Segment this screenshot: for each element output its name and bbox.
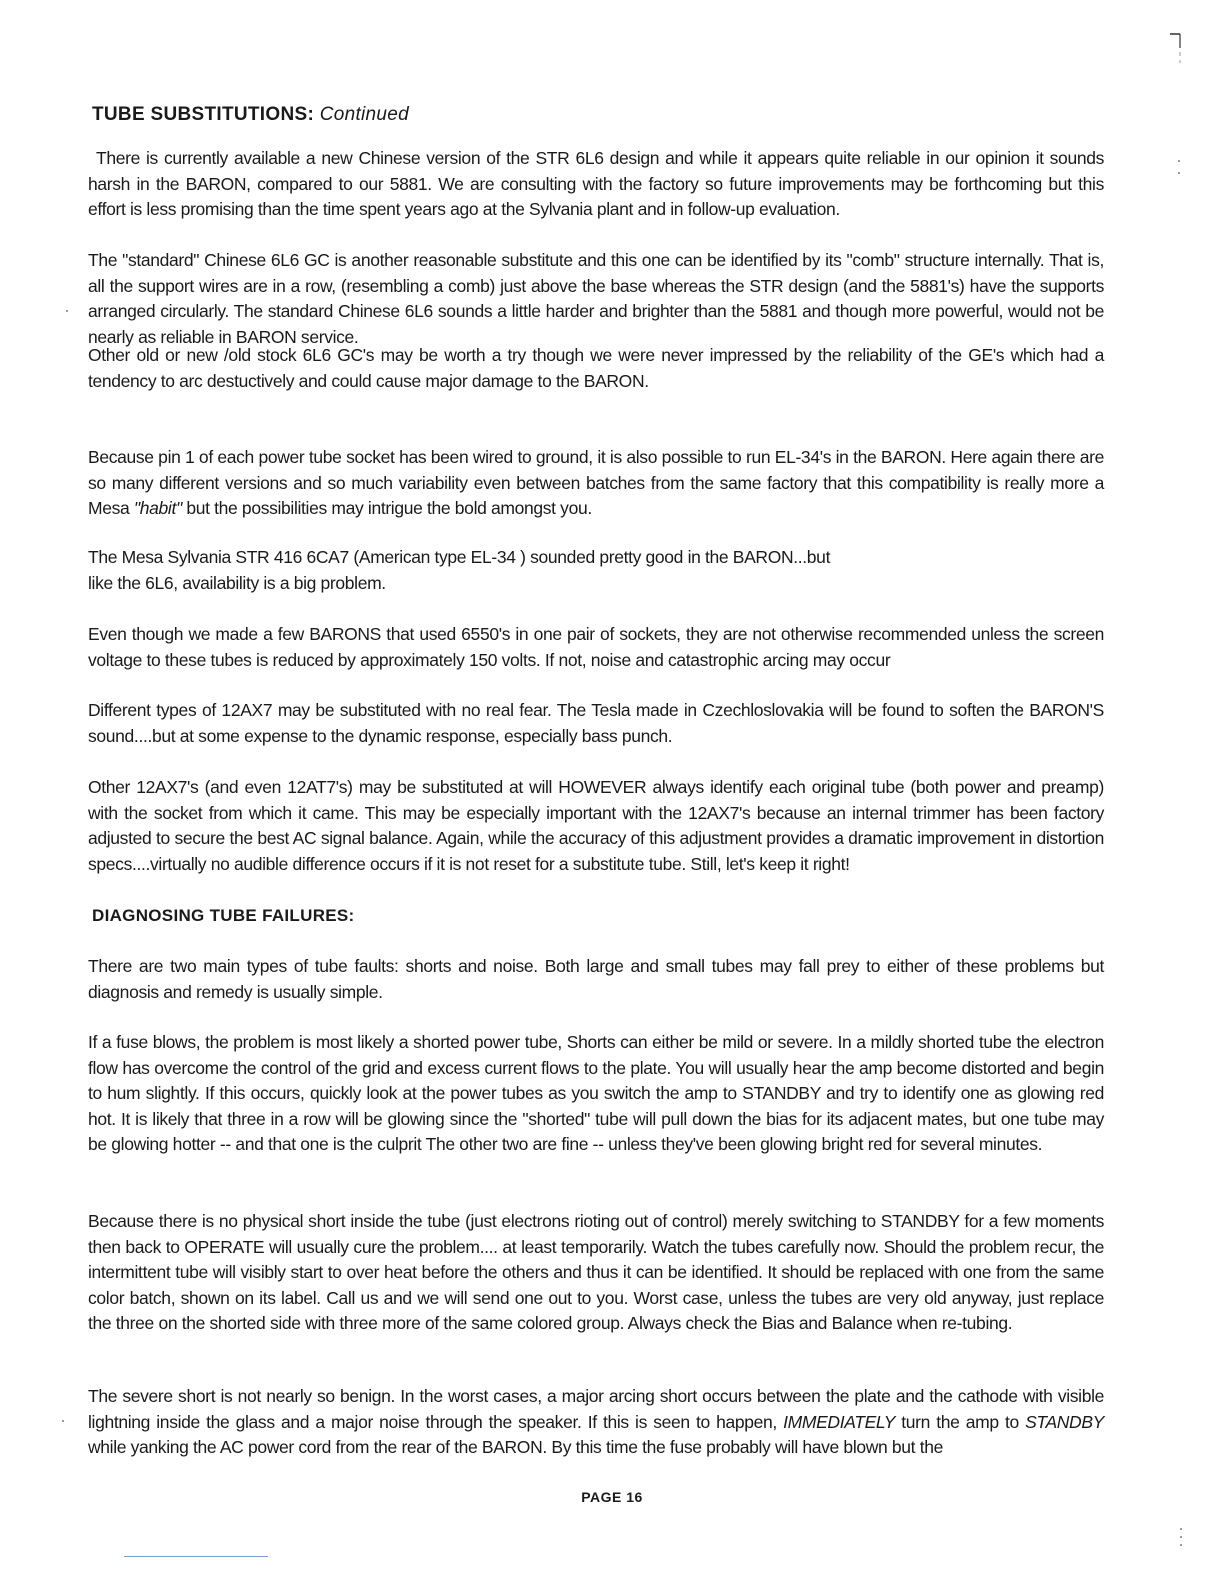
paragraph-line: The Mesa Sylvania STR 416 6CA7 (American type EL-34 ) sounded pretty good in the BARON...but: [88, 547, 831, 567]
scan-dot: [1178, 172, 1180, 174]
emphasis-text: STANDBY: [1025, 1411, 1104, 1432]
paragraph: The "standard" Chinese 6L6 GC is another reasonable substitute and this one can be identified by its "comb" structure internally. That is, all the support wires are in a row, (resembling a comb) just above the base whereas the STR design (and the 5881's) have the supports arranged circularly. The standard Chinese 6L6 sounds a little harder and brighter than the 5881 and though more powerful, would not be nearly as reliable in BARON service.: [88, 250, 1104, 347]
paragraph-text: while yanking the AC power cord from the rear of the BARON. By this time the fuse probably will have blown but the: [88, 1437, 943, 1457]
emphasis-text: IMMEDIATELY: [783, 1411, 896, 1432]
scan-dot: [62, 1420, 64, 1422]
scan-dot: [66, 310, 68, 312]
scan-dot: [1178, 160, 1180, 162]
paragraph: Other 12AX7's (and even 12AT7's) may be substituted at will HOWEVER always identify each original tube (both power and preamp) with the socket from which it came. This may be especially important with the 12AX7's because an internal trimmer has been factory adjusted to secure the best AC signal balance. Again, while the accuracy of this adjustment provides a dramatic improvement in distortion specs....virtually no audible difference occurs if it is not reset for a substitute tube. Still, let's keep it right!: [88, 777, 1104, 874]
paragraph-line: like the 6L6, availability is a big problem.: [88, 572, 386, 593]
paragraph: Different types of 12AX7 may be substituted with no real fear. The Tesla made in Czechloslovakia will be found to soften the BARON'S sound....but at some expense to the dynamic response, especially bass punch.: [88, 700, 1104, 746]
page-number: PAGE 16: [581, 1489, 643, 1505]
section-heading-tube-substitutions: [92, 104, 409, 126]
paragraph-text: but the possibilities may intrigue the bold amongst you.: [181, 498, 592, 518]
paragraph: There is currently available a new Chinese version of the STR 6L6 design and while it appears quite reliable in our opinion it sounds harsh in the BARON, compared to our 5881. We are consulting with the factory so future improvements may be forthcoming but this effort is less promising than the time spent years ago at the Sylvania plant and in follow-up evaluation.: [88, 148, 1104, 219]
paragraph-text: turn the amp to: [895, 1411, 1026, 1432]
scan-dot: [1180, 1536, 1182, 1538]
paragraph: [88, 1384, 1104, 1461]
scan-corner-mark: [1168, 30, 1182, 70]
heading-main: TUBE SUBSTITUTIONS:: [92, 104, 315, 125]
paragraph: Other old or new /old stock 6L6 GC's may be worth a try though we were never impressed by the reliability of the GE's which had a tendency to arc destuctively and could cause major damage to the BARON.: [88, 345, 1104, 391]
paragraph: [88, 545, 1104, 596]
heading-continued: Continued: [319, 104, 410, 125]
paragraph: Because there is no physical short inside the tube (just electrons rioting out of control) merely switching to STANDBY for a few moments then back to OPERATE will usually cure the problem.... at least temporarily. Watch the tubes carefully now. Should the problem recur, the intermittent tube will visibly start to over heat before the others and thus it can be identified. It should be replaced with one from the same color batch, shown on its label. Call us and we will send one out to you. Worst case, unless the tubes are very old anyway, just replace the three on the shorted side with three more of the same colored group. Always check the Bias and Balance when re-tubing.: [88, 1211, 1104, 1333]
paragraph: [88, 445, 1104, 522]
emphasis-text: "habit": [133, 498, 182, 518]
paragraph-text: The severe short is not nearly so benign. In the worst cases, a major arcing short occurs between the plate and the cathode with visible lightning inside the glass and a major noise through the speaker. If this is seen to happen,: [88, 1386, 1104, 1432]
footnote-rule: [124, 1556, 268, 1557]
scan-dot: [1180, 1544, 1182, 1546]
scan-dot: [1180, 1528, 1182, 1530]
paragraph: If a fuse blows, the problem is most likely a shorted power tube, Shorts can either be mild or severe. In a mildly shorted tube the electron flow has overcome the control of the grid and excess current flows to the plate. You will usually hear the amp become distorted and begin to hum slightly. If this occurs, quickly look at the power tubes as you switch the amp to STANDBY and try to identify one as glowing red hot. It is likely that three in a row will be glowing since the "shorted" tube will pull down the bias for its adjacent mates, but one tube may be glowing hotter -- and that one is the culprit The other two are fine -- unless they've been glowing bright red for several minutes.: [88, 1032, 1104, 1154]
paragraph: There are two main types of tube faults: shorts and noise. Both large and small tubes may fall prey to either of these problems but diagnosis and remedy is usually simple.: [88, 956, 1104, 1002]
paragraph: Even though we made a few BARONS that used 6550's in one pair of sockets, they are not otherwise recommended unless the screen voltage to these tubes is reduced by approximately 150 volts. If not, noise and catastrophic arcing may occur: [88, 624, 1104, 670]
paragraph-text: Because pin 1 of each power tube socket has been wired to ground, it is also possible to run EL-34's in the BARON. Here again there are so many different versions and so much variability even between batches from the same factory that this compatibility is really more a Mesa: [88, 447, 1104, 518]
section-heading-diagnosing: DIAGNOSING TUBE FAILURES:: [92, 906, 355, 925]
